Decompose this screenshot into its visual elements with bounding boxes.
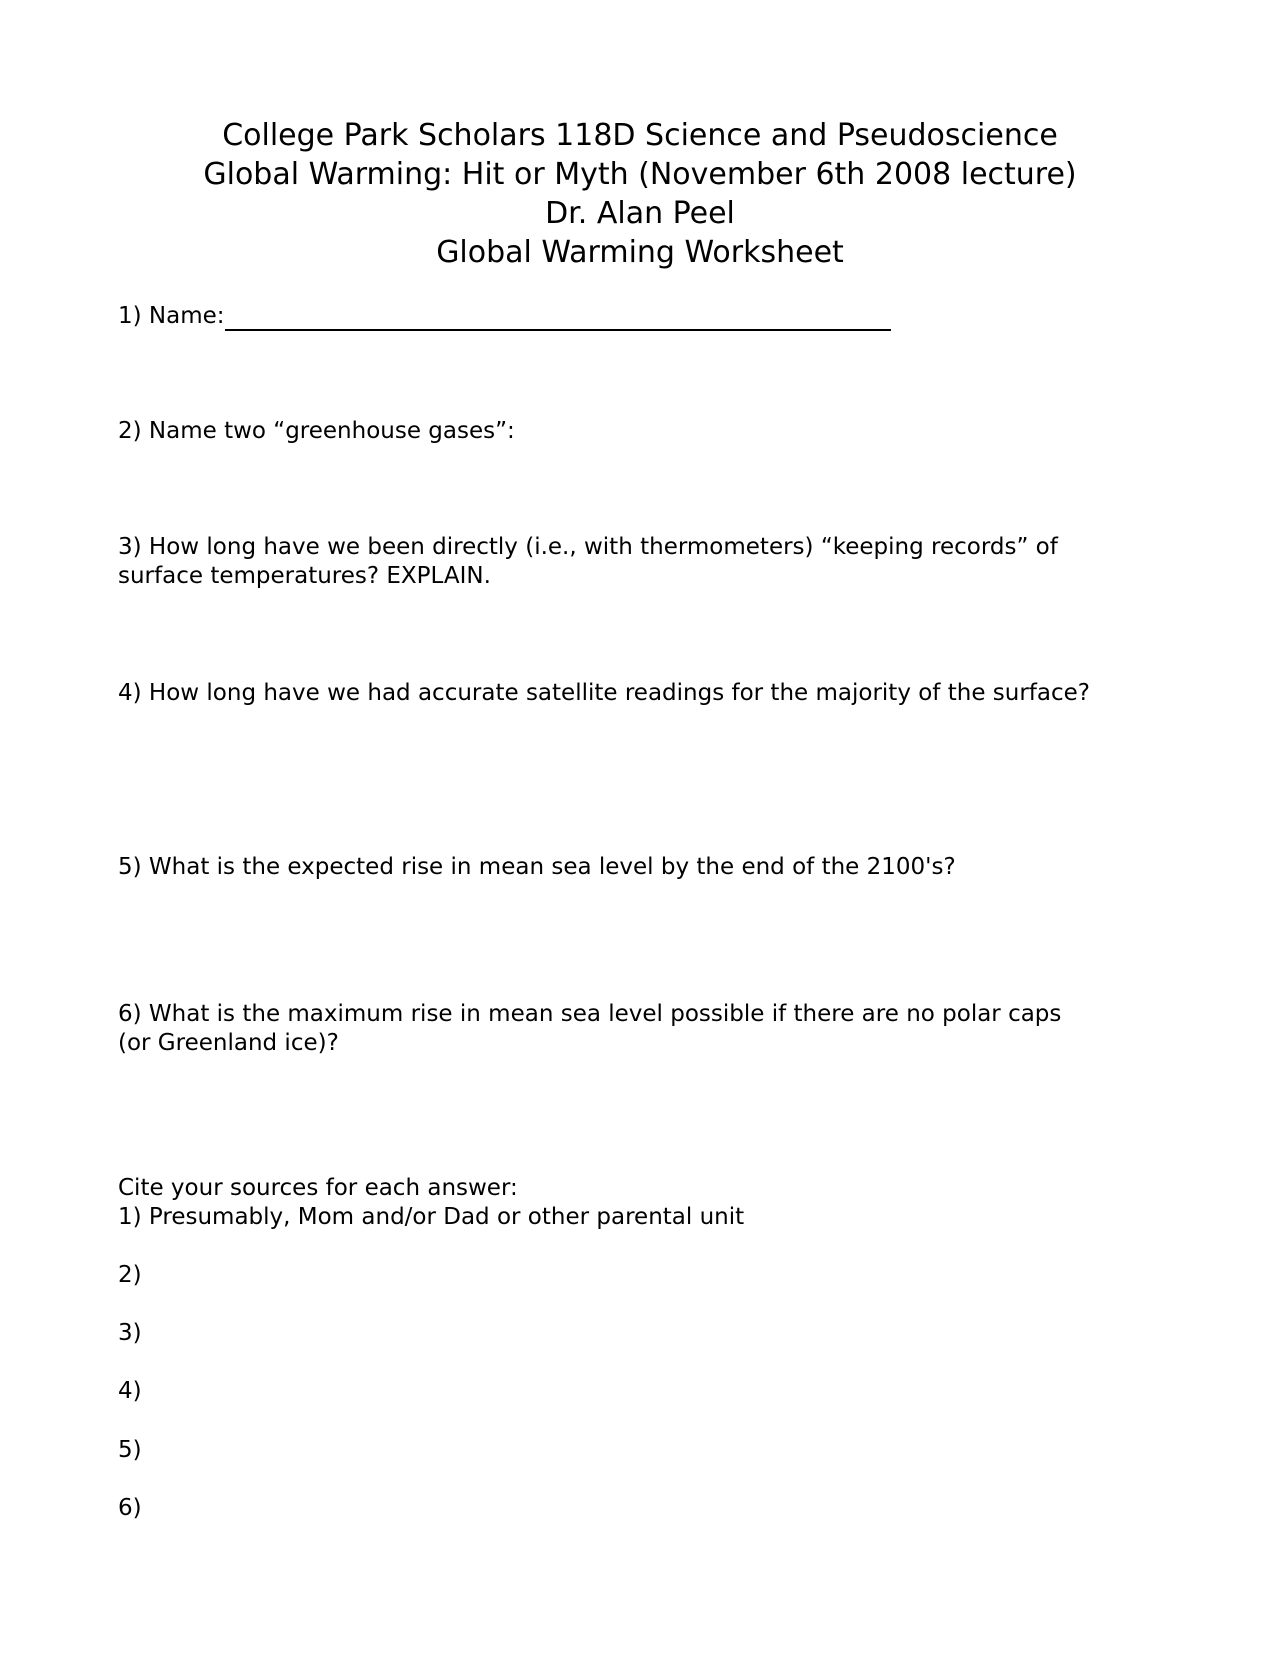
instructor-name: Dr. Alan Peel	[545, 196, 735, 231]
source-item-3: 3)	[118, 1320, 142, 1346]
source-item-6: 6)	[118, 1495, 142, 1521]
question-1	[118, 301, 891, 331]
name-answer-line[interactable]	[225, 301, 891, 331]
source-item-2: 2)	[118, 1262, 142, 1288]
question-3-line-2: surface temperatures? EXPLAIN.	[118, 563, 491, 589]
sources-heading: Cite your sources for each answer:	[118, 1175, 518, 1201]
source-item-1: 1) Presumably, Mom and/or Dad or other parental unit	[118, 1204, 745, 1230]
question-5: 5) What is the expected rise in mean sea level by the end of the 2100's?	[118, 854, 956, 880]
worksheet-header	[0, 116, 1280, 272]
question-6-line-1: 6) What is the maximum rise in mean sea level possible if there are no polar caps	[118, 1001, 1062, 1027]
question-1-label: 1) Name:	[118, 303, 225, 329]
source-item-5: 5)	[118, 1437, 142, 1463]
question-3-line-1: 3) How long have we been directly (i.e., with thermometers) “keeping records” of	[118, 534, 1058, 560]
lecture-title: Global Warming: Hit or Myth (November 6th 2008 lecture)	[203, 157, 1077, 192]
question-4: 4) How long have we had accurate satellite readings for the majority of the surface?	[118, 680, 1090, 706]
course-title: College Park Scholars 118D Science and Pseudoscience	[222, 118, 1058, 153]
question-2: 2) Name two “greenhouse gases”:	[118, 418, 515, 444]
source-item-4: 4)	[118, 1378, 142, 1404]
worksheet-title: Global Warming Worksheet	[436, 235, 844, 270]
question-6-line-2: (or Greenland ice)?	[118, 1030, 339, 1056]
